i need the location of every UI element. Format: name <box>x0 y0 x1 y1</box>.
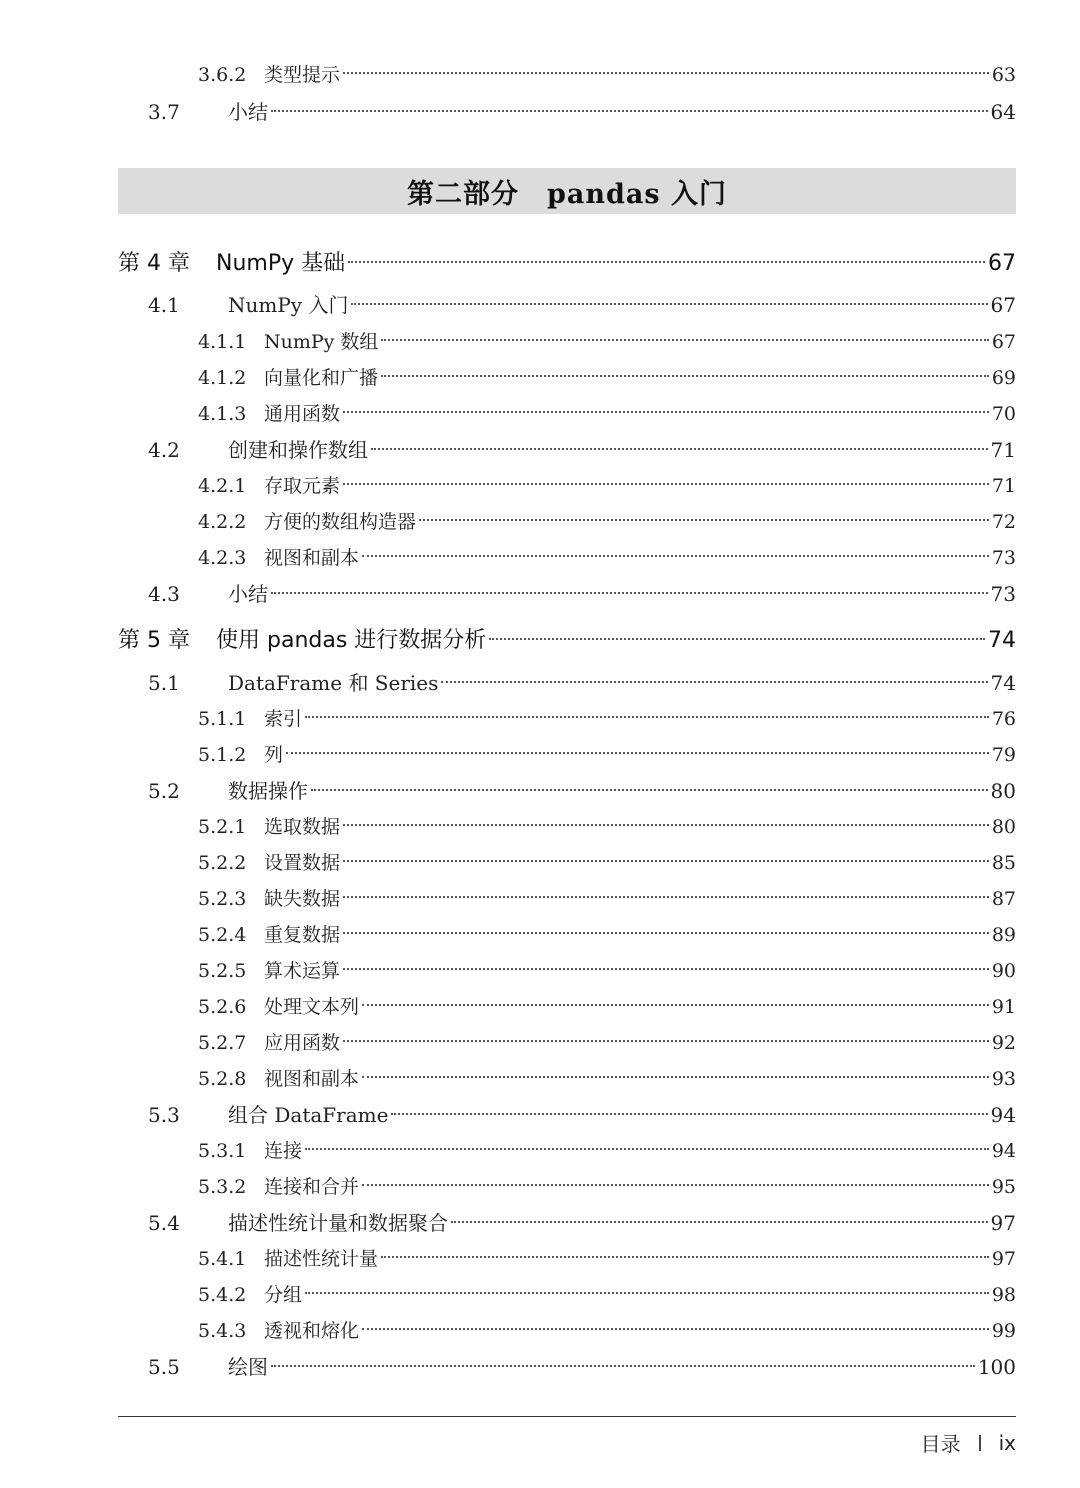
toc-entry <box>118 363 1016 390</box>
dot-leader <box>343 860 989 862</box>
chapter-title: 使用 pandas 进行数据分析 <box>216 628 487 653</box>
toc-entry <box>118 1172 1016 1199</box>
dot-leader <box>343 72 989 74</box>
chapter-page: 74 <box>988 628 1016 653</box>
entry-page: 99 <box>991 1320 1016 1342</box>
entry-title: 连接和合并 <box>264 1176 360 1198</box>
entry-page: 67 <box>991 331 1016 353</box>
entry-title: 缺失数据 <box>264 888 341 910</box>
entry-page: 91 <box>991 996 1016 1018</box>
dot-leader <box>381 1256 989 1258</box>
entry-title: 分组 <box>264 1284 303 1306</box>
dot-leader <box>343 411 989 413</box>
entry-title: 绘图 <box>228 1355 268 1379</box>
entry-title: 小结 <box>228 582 268 606</box>
footer-separator <box>979 1435 981 1451</box>
entry-number: 5.2.5 <box>198 960 247 982</box>
dot-leader <box>391 1113 987 1115</box>
toc-entry <box>118 812 1016 839</box>
toc-entry <box>118 920 1016 947</box>
entry-number: 5.2.6 <box>198 996 247 1018</box>
entry-page: 64 <box>990 100 1016 124</box>
toc-entry <box>118 1244 1016 1271</box>
entry-number: 4.1.1 <box>198 331 247 353</box>
entry-page: 92 <box>991 1032 1016 1054</box>
entry-title: 算术运算 <box>264 960 341 982</box>
entry-number: 5.3.2 <box>198 1176 247 1198</box>
dot-leader <box>419 519 989 521</box>
toc-entry <box>118 992 1016 1019</box>
chapter-page: 67 <box>988 251 1016 276</box>
entry-number: 5.1.2 <box>198 744 247 766</box>
entry-page: 73 <box>991 547 1016 569</box>
entry-title: 视图和副本 <box>264 1068 360 1090</box>
entry-page: 80 <box>990 779 1016 803</box>
entry-number: 5.3.1 <box>198 1140 247 1162</box>
dot-leader <box>305 1148 989 1150</box>
part-banner <box>118 168 1016 214</box>
dot-leader <box>362 1184 989 1186</box>
dot-leader <box>489 638 985 640</box>
dot-leader <box>371 448 988 450</box>
entry-title: 存取元素 <box>264 475 341 497</box>
entry-number: 5.2.3 <box>198 888 247 910</box>
entry-title: 选取数据 <box>264 816 341 838</box>
entry-title: 创建和操作数组 <box>228 438 368 462</box>
entry-title: 向量化和广播 <box>264 367 379 389</box>
dot-leader <box>311 789 988 791</box>
entry-title: 透视和熔化 <box>264 1320 360 1342</box>
dot-leader <box>343 932 989 934</box>
entry-title: 通用函数 <box>264 403 341 425</box>
toc-entry <box>118 775 1016 804</box>
entry-title: 应用函数 <box>264 1032 341 1054</box>
entry-number: 5.2.1 <box>198 816 247 838</box>
chapter-label: 第 5 章 <box>118 628 190 653</box>
toc-entry <box>118 96 1016 125</box>
chapter-title: NumPy 基础 <box>216 251 346 276</box>
toc-entry <box>118 1316 1016 1343</box>
entry-number: 5.4.2 <box>198 1284 247 1306</box>
entry-page: 80 <box>991 816 1016 838</box>
entry-title: 小结 <box>228 100 268 124</box>
dot-leader <box>343 483 989 485</box>
entry-number: 5.4.3 <box>198 1320 247 1342</box>
footer-page-number: ix <box>998 1430 1016 1455</box>
dot-leader <box>362 555 989 557</box>
entry-page: 85 <box>991 852 1016 874</box>
entry-title: 组合 DataFrame <box>228 1103 389 1127</box>
dot-leader <box>305 716 989 718</box>
entry-page: 76 <box>991 708 1016 730</box>
entry-title: NumPy 数组 <box>264 331 379 353</box>
dot-leader <box>271 110 988 112</box>
entry-page: 98 <box>991 1284 1016 1306</box>
toc-entry <box>118 704 1016 731</box>
entry-number: 5.5 <box>148 1355 180 1379</box>
entry-page: 87 <box>991 888 1016 910</box>
dot-leader <box>271 592 988 594</box>
entry-page: 72 <box>991 511 1016 533</box>
dot-leader <box>362 1076 989 1078</box>
entry-title: 描述性统计量和数据聚合 <box>228 1211 448 1235</box>
page-footer <box>921 1428 1016 1457</box>
dot-leader <box>381 339 988 341</box>
entry-title: 设置数据 <box>264 852 341 874</box>
entry-number: 5.2.2 <box>198 852 247 874</box>
toc-entry <box>118 848 1016 875</box>
entry-number: 4.2 <box>148 438 180 462</box>
toc-entry <box>118 740 1016 767</box>
entry-page: 71 <box>990 438 1016 462</box>
dot-leader <box>343 896 989 898</box>
entry-page: 69 <box>991 367 1016 389</box>
toc-entry <box>118 60 1016 87</box>
entry-number: 4.2.3 <box>198 547 247 569</box>
chapter-heading <box>118 623 1016 654</box>
entry-number: 4.1 <box>148 293 180 317</box>
toc-entry <box>118 1028 1016 1055</box>
entry-page: 79 <box>991 744 1016 766</box>
entry-page: 95 <box>991 1176 1016 1198</box>
toc-entry <box>118 399 1016 426</box>
entry-title: 视图和副本 <box>264 547 360 569</box>
toc-entry <box>118 289 1016 318</box>
dot-leader <box>451 1221 988 1223</box>
dot-leader <box>343 968 989 970</box>
entry-page: 93 <box>991 1068 1016 1090</box>
entry-number: 5.2.4 <box>198 924 247 946</box>
entry-title: 索引 <box>264 708 303 730</box>
entry-page: 90 <box>991 960 1016 982</box>
dot-leader <box>305 1292 989 1294</box>
entry-title: 数据操作 <box>228 779 308 803</box>
entry-page: 67 <box>990 293 1016 317</box>
entry-page: 71 <box>991 475 1016 497</box>
toc-entry <box>118 667 1016 696</box>
toc-entry <box>118 1064 1016 1091</box>
entry-page: 89 <box>991 924 1016 946</box>
entry-page: 74 <box>990 671 1016 695</box>
entry-number: 4.1.3 <box>198 403 247 425</box>
dot-leader <box>286 752 989 754</box>
entry-page: 97 <box>990 1211 1016 1235</box>
toc-entry <box>118 327 1016 354</box>
dot-leader <box>441 681 987 683</box>
entry-number: 5.2.8 <box>198 1068 247 1090</box>
entry-page: 70 <box>991 403 1016 425</box>
toc-entry <box>118 884 1016 911</box>
toc-entry <box>118 543 1016 570</box>
dot-leader <box>362 1328 989 1330</box>
dot-leader <box>348 261 985 263</box>
chapter-heading <box>118 246 1016 277</box>
dot-leader <box>362 1004 989 1006</box>
footer-section-label: 目录 <box>920 1432 961 1456</box>
entry-page: 94 <box>991 1140 1016 1162</box>
toc-entry <box>118 1280 1016 1307</box>
dot-leader <box>351 303 987 305</box>
toc-entry <box>118 578 1016 607</box>
toc-entry <box>118 471 1016 498</box>
entry-page: 97 <box>991 1248 1016 1270</box>
entry-page: 94 <box>990 1103 1016 1127</box>
entry-title: 类型提示 <box>264 64 341 86</box>
toc-entry <box>118 1099 1016 1128</box>
entry-number: 5.1 <box>148 671 180 695</box>
entry-number: 5.2.7 <box>198 1032 247 1054</box>
dot-leader <box>271 1365 975 1367</box>
entry-page: 63 <box>991 64 1016 86</box>
entry-title: 重复数据 <box>264 924 341 946</box>
toc-entry <box>118 434 1016 463</box>
entry-number: 5.3 <box>148 1103 180 1127</box>
entry-number: 4.2.2 <box>198 511 247 533</box>
entry-number: 3.6.2 <box>198 64 247 86</box>
entry-number: 5.1.1 <box>198 708 247 730</box>
dot-leader <box>343 1040 989 1042</box>
entry-title: 处理文本列 <box>264 996 360 1018</box>
entry-title: 描述性统计量 <box>264 1248 379 1270</box>
entry-number: 5.2 <box>148 779 180 803</box>
entry-title: 列 <box>264 744 284 766</box>
entry-page: 100 <box>977 1355 1016 1379</box>
toc-entry <box>118 507 1016 534</box>
part-title: 第二部分 pandas 入门 <box>407 178 727 210</box>
toc-entry <box>118 1207 1016 1236</box>
entry-title: DataFrame 和 Series <box>228 671 439 695</box>
entry-page: 73 <box>990 582 1016 606</box>
dot-leader <box>381 375 989 377</box>
entry-title: 连接 <box>264 1140 303 1162</box>
entry-number: 5.4 <box>148 1211 180 1235</box>
footer-rule <box>118 1416 1016 1417</box>
dot-leader <box>343 824 989 826</box>
chapter-label: 第 4 章 <box>118 251 190 276</box>
entry-title: NumPy 入门 <box>228 293 349 317</box>
entry-number: 3.7 <box>148 100 180 124</box>
entry-number: 5.4.1 <box>198 1248 247 1270</box>
entry-number: 4.1.2 <box>198 367 247 389</box>
toc-entry <box>118 1351 1016 1380</box>
toc-entry <box>118 956 1016 983</box>
toc-entry <box>118 1136 1016 1163</box>
entry-number: 4.3 <box>148 582 180 606</box>
entry-title: 方便的数组构造器 <box>264 511 417 533</box>
entry-number: 4.2.1 <box>198 475 247 497</box>
